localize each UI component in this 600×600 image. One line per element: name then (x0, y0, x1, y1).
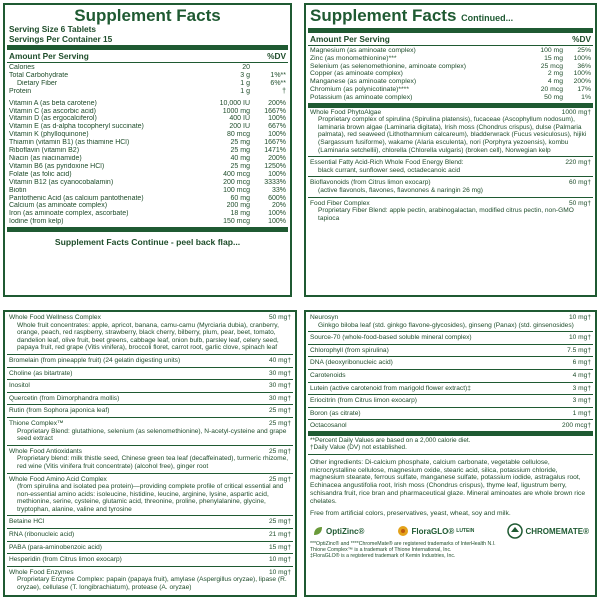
nutrient-amount: 50 mg (544, 93, 563, 101)
nutrient-dv: 100% (268, 115, 286, 123)
nutrient-amount: 400 IU (229, 115, 250, 123)
ingredient-block (5, 569, 295, 592)
nutrient-amount: 200 mg (226, 202, 250, 210)
floraglo-logo: FloraGLO® LUTEIN (397, 525, 474, 537)
ingredient-amount: 200 mcg† (562, 422, 591, 430)
nutrient-name: Calories (9, 64, 35, 71)
ingredient-header (9, 407, 291, 415)
ingredient-block (306, 347, 595, 355)
ingredient-header (310, 159, 591, 167)
nutrient-dv: 667% (268, 123, 286, 131)
supplement-facts-panel-3 (3, 310, 297, 597)
divider (7, 445, 293, 446)
divider (308, 156, 593, 157)
supplement-facts-panel-4 (304, 310, 597, 597)
continued-label: Continued... (461, 13, 514, 23)
trademark-note-1: ***OptiZinc® and ****ChromeMate® are registered trademarks of InterHealth N.I. (310, 541, 496, 548)
ingredient-name: Essential Fatty Acid-Rich Whole Food Energy Blend: (310, 159, 464, 167)
nutrient-name: Pantothenic Acid (as calcium pantothenate) (9, 194, 144, 202)
ingredient-header (9, 556, 291, 564)
ingredient-name: Whole Food PhytoAlgae (310, 108, 382, 116)
nutrient-row (306, 86, 595, 94)
ingredient-amount: 40 mg† (269, 356, 291, 364)
ingredient-name: Lutein (active carotenoid from marigold flower extract)‡ (310, 384, 471, 392)
complex-list (306, 312, 595, 430)
nutrient-amount: 25 mg (230, 139, 250, 147)
ingredient-header (9, 544, 291, 552)
ingredient-header (310, 359, 591, 367)
divider (308, 103, 593, 108)
ingredient-header (9, 370, 291, 378)
trademark-note-3: ‡FloraGLO® is a registered trademark of Kemin Industries, Inc. (310, 553, 456, 560)
nutrient-dv: 100% (268, 170, 286, 178)
nutrient-dv: 1667% (264, 139, 286, 147)
nutrient-amount: 40 mg (230, 154, 250, 162)
nutrient-name: Vitamin E (as d-alpha tocopheryl succinate) (9, 123, 144, 131)
ingredient-amount: 1000 mg† (561, 108, 591, 116)
serving-size: Serving Size 6 Tablets (9, 24, 96, 34)
ingredient-header (310, 372, 591, 380)
divider (7, 417, 293, 418)
nutrient-name: Vitamin A (as beta carotene) (9, 99, 97, 107)
ingredient-name: Neurosyn (310, 314, 339, 321)
divider (308, 431, 593, 436)
ingredient-block (5, 556, 295, 564)
nutrient-row (5, 123, 290, 131)
ingredient-name: Octacosanol (310, 422, 347, 430)
leaf-icon (312, 525, 324, 537)
ingredient-name: PABA (para-aminobenzoic acid) (9, 543, 102, 551)
optizinc-logo: OptiZinc® (312, 525, 364, 537)
divider (7, 367, 293, 368)
ingredient-name: Source-70 (whole-food-based soluble mineral complex) (310, 334, 472, 342)
nutrient-name: Vitamin C (as ascorbic acid) (9, 107, 97, 115)
ingredient-name: Whole Food Antioxidants (9, 447, 82, 455)
divider (308, 369, 593, 370)
ingredient-header (310, 347, 591, 355)
nutrient-row (5, 139, 290, 147)
ingredient-amount: 10 mg† (269, 568, 291, 576)
nutrient-amount: 3 g (240, 71, 250, 79)
ingredient-header (310, 410, 591, 418)
ingredient-amount: 21 mg† (269, 531, 291, 539)
nutrient-row (5, 163, 290, 171)
nutrient-dv: 600% (268, 194, 286, 202)
divider (308, 197, 593, 198)
supplement-facts-panel-1 (3, 3, 292, 297)
nutrient-dv: 1250% (264, 162, 286, 170)
chromemate-logo: CHROMEMATE® (507, 523, 589, 539)
ingredient-header (310, 179, 591, 187)
ingredient-name: Choline (as bitartrate) (9, 369, 73, 377)
nutrient-row (5, 108, 290, 116)
ingredient-block (306, 372, 595, 380)
ingredient-header (310, 385, 591, 393)
nutrient-dv: 1% (581, 93, 591, 101)
nutrient-row (5, 88, 290, 96)
ingredient-block (5, 314, 295, 352)
nutrient-name: Folate (as folic acid) (9, 170, 72, 178)
ingredient-block (306, 314, 595, 329)
ingredient-name: Boron (as citrate) (310, 409, 361, 417)
nutrient-name: Dietary Fiber (17, 79, 58, 87)
nutrient-name: Riboflavin (vitamin B2) (9, 147, 80, 155)
nutrient-amount: 25 mg (230, 162, 250, 170)
ingredient-name: Hesperidin (from Citrus limon exocarp) (9, 556, 122, 564)
ingredient-detail: (from spirulina and isolated pea protein)—providing complete profile of critical essential and non-essential amino acids: isoleucine, histidine, leucine, arginine, lysine, aspartic acid, methionine, serine, cysteine, glutamic acid, threonine, proline, phenylalanine, glycine, tryptophan, alanine, valine and tyrosine (17, 483, 284, 513)
footnote-dagger: †Daily Value (DV) not established. (310, 444, 407, 452)
nutrient-dv: 17% (577, 85, 591, 93)
ingredient-detail: Ginkgo biloba leaf (std. ginkgo flavone-glycosides), ginseng (Panax) (std. ginsenosides) (318, 321, 574, 329)
seal-icon (507, 523, 523, 539)
ingredient-header (9, 420, 291, 428)
nutrient-amount: 150 mcg (223, 218, 250, 226)
ingredient-block (5, 357, 295, 365)
nutrient-row (306, 70, 595, 78)
ingredient-block (306, 410, 595, 418)
divider (7, 528, 293, 529)
ingredient-detail: Proprietary Enzyme Complex: papain (papaya fruit), amylase (Aspergillus oryzae), lipase (R. oryzae), cellulase (T. longibrachiatum), protease (A. oryzae) (17, 576, 287, 592)
ingredient-header (9, 395, 291, 403)
amount-per-serving-label: Amount Per Serving (9, 51, 89, 61)
nutrient-name: Magnesium (as aminoate complex) (310, 47, 416, 54)
ingredient-name: DNA (deoxyribonucleic acid) (310, 359, 393, 367)
divider (308, 454, 593, 455)
nutrient-dv: 1%** (270, 71, 286, 79)
ingredient-name: Quercetin (from Dimorphandra mollis) (9, 394, 120, 402)
ingredient-amount: 10 mg† (269, 556, 291, 564)
ingredient-header (9, 357, 291, 365)
nutrient-name: Chromium (as polynicotinate)**** (310, 85, 409, 93)
divider (7, 45, 288, 50)
ingredient-detail: Proprietary Fiber Blend: apple pectin, arabinogalactan, modified citrus pectin, non-GMO tapioca (318, 207, 574, 222)
ingredient-header (9, 531, 291, 539)
nutrient-amount: 18 mg (230, 210, 250, 218)
nutrient-row (5, 131, 290, 139)
nutrient-amount: 1000 mg (222, 107, 250, 115)
ingredient-amount: 60 mg† (569, 179, 591, 187)
panel-title-text: Supplement Facts (310, 6, 457, 25)
nutrient-row (5, 147, 290, 155)
free-from-statement: Free from artificial colors, preservatives, yeast, wheat, soy and milk. (310, 509, 511, 517)
ingredient-block (306, 359, 595, 367)
ingredient-detail: Proprietary Blend: glutathione, selenium (as selenomethionine), N-acetyl-cysteine and grape seed extract (17, 427, 287, 443)
nutrient-row (5, 155, 290, 163)
blend-list (306, 109, 595, 223)
supplement-facts-panel-2 (304, 3, 597, 297)
ingredient-header (310, 200, 591, 208)
divider (7, 473, 293, 474)
ingredient-detail: Whole fruit concentrates: apple, apricot, banana, camu-camu (Myrciaria dubia), cranberry, orange, peach, red raspberry, strawberry, black cherry, bilberry, plum, pear, beet, tomato, dandelion leaf, olive fruit, beet greens, cabbage leaf, onion bulb, parsley leaf, celery seed, papaya fruit, red grape (Vitis vinifera), broccoli floret, carrot root, garlic clove, spinach leaf (17, 321, 279, 352)
ingredient-name: Whole Food Wellness Complex (9, 314, 101, 321)
ingredient-block (306, 159, 595, 174)
ingredient-block (5, 420, 295, 443)
ingredient-header (310, 109, 591, 117)
ingredient-block (306, 422, 595, 430)
ingredient-amount: 6 mg† (572, 359, 591, 367)
nutrient-amount: 25 mg (230, 147, 250, 155)
nutrient-row (5, 187, 290, 195)
ingredient-amount: 10 mg† (569, 334, 591, 342)
ingredient-amount: 15 mg† (269, 543, 291, 551)
divider (308, 356, 593, 357)
flower-icon (397, 525, 409, 537)
nutrient-dv: 1471% (264, 147, 286, 155)
nutrient-row (5, 80, 290, 88)
panel-title (306, 7, 595, 27)
nutrient-name: Thiamin (vitamin B1) (as thiamine HCl) (9, 139, 130, 147)
nutrient-row (5, 64, 290, 72)
nutrient-amount: 1 g (240, 79, 250, 87)
ingredient-amount: 10 mg† (569, 314, 591, 321)
ingredient-block (306, 179, 595, 194)
nutrient-amount: 1 g (240, 87, 250, 95)
ingredient-name: Betaine HCl (9, 518, 45, 526)
nutrient-amount: 400 mcg (223, 170, 250, 178)
amount-header (306, 34, 595, 44)
nutrient-row (5, 218, 290, 226)
divider (308, 45, 593, 46)
nutrient-list (5, 64, 290, 226)
divider (7, 566, 293, 567)
nutrient-amount: 200 mcg (223, 178, 250, 186)
ingredient-amount: 7.5 mg† (567, 346, 591, 354)
ingredient-name: Bromelain (from pineapple fruit) (24 gelatin digesting units) (9, 356, 181, 364)
nutrient-row (5, 72, 290, 80)
nutrient-dv: 100% (268, 210, 286, 218)
nutrient-amount: 2 mg (547, 70, 563, 78)
nutrient-dv: 100% (268, 218, 286, 226)
nutrient-name: Vitamin B6 (as pyridoxine HCl) (9, 162, 105, 170)
ingredient-header (310, 422, 591, 430)
nutrient-amount: 10,000 IU (219, 99, 250, 107)
nutrient-amount: 200 IU (229, 123, 250, 131)
divider (7, 227, 288, 232)
ingredient-amount: 30 mg† (269, 369, 291, 377)
nutrient-row (5, 195, 290, 203)
ingredient-block (5, 544, 295, 552)
ingredient-detail: Proprietary blend: milk thistle seed, Chinese green tea leaf (decaffeinated), turmeric rhizome, red wine (Vitis vinifera fruit concentrate) (alcohol free), ginger root (17, 455, 289, 470)
complex-list (5, 312, 295, 592)
ingredient-name: Bioflavonoids (from Citrus limon exocarp) (310, 179, 431, 187)
nutrient-name: Vitamin D (as ergocalciferol) (9, 115, 97, 123)
nutrient-name: Vitamin K (phylloquinone) (9, 131, 89, 139)
nutrient-row (306, 63, 595, 71)
divider (7, 62, 288, 63)
nutrient-amount: 20 mcg (540, 85, 563, 93)
nutrient-row (306, 55, 595, 63)
ingredient-block (306, 334, 595, 342)
divider (308, 382, 593, 383)
ingredient-header (9, 476, 291, 484)
nutrient-name: Niacin (as niacinamide) (9, 154, 82, 162)
ingredient-amount: 25 mg† (269, 407, 291, 415)
nutrient-amount: 25 mcg (540, 62, 563, 70)
ingredient-detail: black currant, sunflower seed, octadecanoic acid (318, 166, 461, 174)
divider (7, 553, 293, 554)
ingredient-block (306, 200, 595, 223)
nutrient-dv: 100% (268, 131, 286, 139)
divider (308, 394, 593, 395)
divider (7, 392, 293, 393)
ingredient-amount: 30 mg† (269, 382, 291, 390)
nutrient-amount: 60 mg (230, 194, 250, 202)
ingredient-header (9, 382, 291, 390)
nutrient-amount: 100 mcg (223, 186, 250, 194)
ingredient-header (9, 518, 291, 526)
divider (7, 404, 293, 405)
nutrient-amount: 4 mg (547, 78, 563, 86)
divider (308, 176, 593, 177)
nutrient-name: Biotin (9, 186, 27, 194)
ingredient-block (306, 109, 595, 155)
divider (308, 331, 593, 332)
ingredient-block (5, 407, 295, 415)
ingredient-name: Inositol (9, 382, 30, 390)
ingredient-block (306, 385, 595, 393)
ingredient-amount: 25 mg† (269, 419, 291, 427)
nutrient-row (5, 100, 290, 108)
ingredient-name: Rutin (from Sophora japonica leaf) (9, 407, 110, 415)
ingredient-amount: 25 mg† (269, 518, 291, 526)
nutrient-dv: 200% (268, 154, 286, 162)
ingredient-name: Eriocitrin (from Citrus limon exocarp) (310, 397, 417, 405)
nutrient-dv: 100% (573, 70, 591, 78)
ingredient-amount: 50 mg† (569, 199, 591, 207)
ingredient-block (5, 448, 295, 471)
footnote-dv: **Percent Daily Values are based on a 2,000 calorie diet. (310, 436, 471, 444)
nutrient-row (306, 94, 595, 102)
divider (7, 354, 293, 355)
nutrient-dv: 33% (271, 186, 286, 194)
ingredient-header (9, 448, 291, 456)
ingredient-amount: 3 mg† (572, 397, 591, 405)
nutrient-row (5, 210, 290, 218)
nutrient-amount: 20 (242, 64, 250, 71)
ingredient-block (5, 382, 295, 390)
nutrient-dv: † (282, 87, 286, 95)
nutrient-name: Zinc (as monomethionine)*** (310, 54, 397, 62)
ingredient-block (5, 370, 295, 378)
nutrient-dv (250, 64, 286, 72)
nutrient-dv: 6%** (270, 79, 286, 87)
nutrient-dv: 200% (268, 99, 286, 107)
ingredient-amount: 50 mg† (269, 314, 291, 321)
ingredient-block (5, 395, 295, 403)
ingredient-name: Carotenoids (310, 371, 346, 379)
divider (7, 541, 293, 542)
dv-header: %DV (267, 51, 286, 61)
nutrient-row (5, 171, 290, 179)
nutrient-dv: 100% (573, 54, 591, 62)
divider (308, 344, 593, 345)
nutrient-name: Selenium (as selenomethionine, aminoate complex) (310, 62, 467, 70)
ingredient-header (9, 314, 291, 322)
ingredient-header (310, 314, 591, 322)
nutrient-amount: 15 mg (544, 54, 563, 62)
ingredient-amount: 25 mg† (269, 475, 291, 483)
ingredient-name: Thione Complex™ (9, 419, 64, 427)
nutrient-row (5, 202, 290, 210)
ingredient-amount: 25 mg† (269, 447, 291, 455)
servings-per-container: Servings Per Container 15 (9, 33, 113, 44)
divider (308, 28, 593, 33)
ingredient-amount: 4 mg† (572, 371, 591, 379)
nutrient-name: Iodine (from kelp) (9, 218, 64, 226)
divider (7, 515, 293, 516)
ingredient-amount: 1 mg† (572, 409, 591, 417)
mineral-list (306, 47, 595, 102)
nutrient-row (5, 115, 290, 123)
divider (308, 407, 593, 408)
ingredient-amount: 3 mg† (572, 384, 591, 392)
nutrient-amount: 100 mg (540, 47, 563, 54)
nutrient-row (5, 179, 290, 187)
nutrient-name: Potassium (as aminoate complex) (310, 93, 413, 101)
ingredient-detail: Proprietary complex of spirulina (Spirulina platensis), fucaceae (Ascophyllum nodosum), laminaria brown algae (Laminaria digitata), Irish moss (Chondrus crispus), dulse (Palmaria palmata), red seaweed (Lithothamnium calcareum), bladderwrack (Fucus vesiculosus), hijiki (Sargassum fusiforme), wakame (Alaria esculenta), nori (Porphyra yezoensis), kombu (Laminaria setchellii), chlorella (Chlorella vulgaris) (broken cell), Norwegian kelp (318, 116, 587, 154)
ingredient-block (306, 397, 595, 405)
nutrient-row (306, 78, 595, 86)
ingredient-name: Whole Food Enzymes (9, 568, 74, 576)
nutrient-dv: 36% (577, 62, 591, 70)
nutrient-name: Iron (as aminoate complex, ascorbate) (9, 210, 129, 218)
divider (308, 419, 593, 420)
nutrient-name: Vitamin B12 (as cyanocobalamin) (9, 178, 114, 186)
nutrient-name: Manganese (as aminoate complex) (310, 78, 417, 86)
continue-note: Supplement Facts Continue - peel back flap... (54, 237, 241, 248)
ingredient-amount: 220 mg† (565, 159, 591, 167)
ingredient-name: Chlorophyll (from spirulina) (310, 346, 389, 354)
other-ingredients: Other ingredients: Di-calcium phosphate, calcium carbonate, vegetable cellulose, microcrystalline cellulose, magnesium oxide, stearic acid, silica, potassium chloride, magnesium stearate, ferrous sulfate, manganese sulfate, potassium iodide, astragalus root, Echinacea angustifolia root, Irish moss (Chondrus crispus), thyme leaf, ligustrum berry, schisandra fruit, rice bran and pharmaceutical glaze. Mineral aminoates are whole brown rice chelates. (310, 458, 586, 505)
dv-header: %DV (572, 34, 591, 44)
ingredient-detail: (active flavonols, flavones, flavonones & naringin 26 mg) (318, 186, 483, 194)
nutrient-row (306, 47, 595, 55)
ingredient-header (310, 397, 591, 405)
trademark-logos (306, 521, 595, 541)
ingredient-header (310, 334, 591, 342)
nutrient-dv: 1667% (264, 107, 286, 115)
ingredient-amount: 30 mg† (269, 394, 291, 402)
ingredient-block (5, 476, 295, 514)
nutrient-name: Calcium (as aminoate complex) (9, 202, 108, 210)
trademark-note-2: Thione Complex™ is a trademark of Thione International, Inc. (310, 547, 452, 554)
ingredient-name: Food Fiber Complex (310, 199, 370, 207)
ingredient-name: RNA (ribonucleic acid) (9, 531, 75, 539)
amount-header (5, 51, 290, 61)
nutrient-dv: 20% (271, 202, 286, 210)
ingredient-block (5, 531, 295, 539)
nutrient-name: Copper (as aminoate complex) (310, 70, 403, 78)
nutrient-name: Total Carbohydrate (9, 71, 69, 79)
ingredient-block (5, 518, 295, 526)
nutrient-name: Protein (9, 87, 32, 95)
ingredient-name: Whole Food Amino Acid Complex (9, 475, 107, 483)
amount-per-serving-label: Amount Per Serving (310, 34, 390, 44)
nutrient-dv: 3333% (264, 178, 286, 186)
ingredient-header (9, 569, 291, 577)
nutrient-amount: 80 mcg (227, 131, 250, 139)
panel-title: Supplement Facts (74, 6, 221, 25)
nutrient-dv: 25% (577, 47, 591, 54)
divider (7, 379, 293, 380)
nutrient-dv: 200% (573, 78, 591, 86)
